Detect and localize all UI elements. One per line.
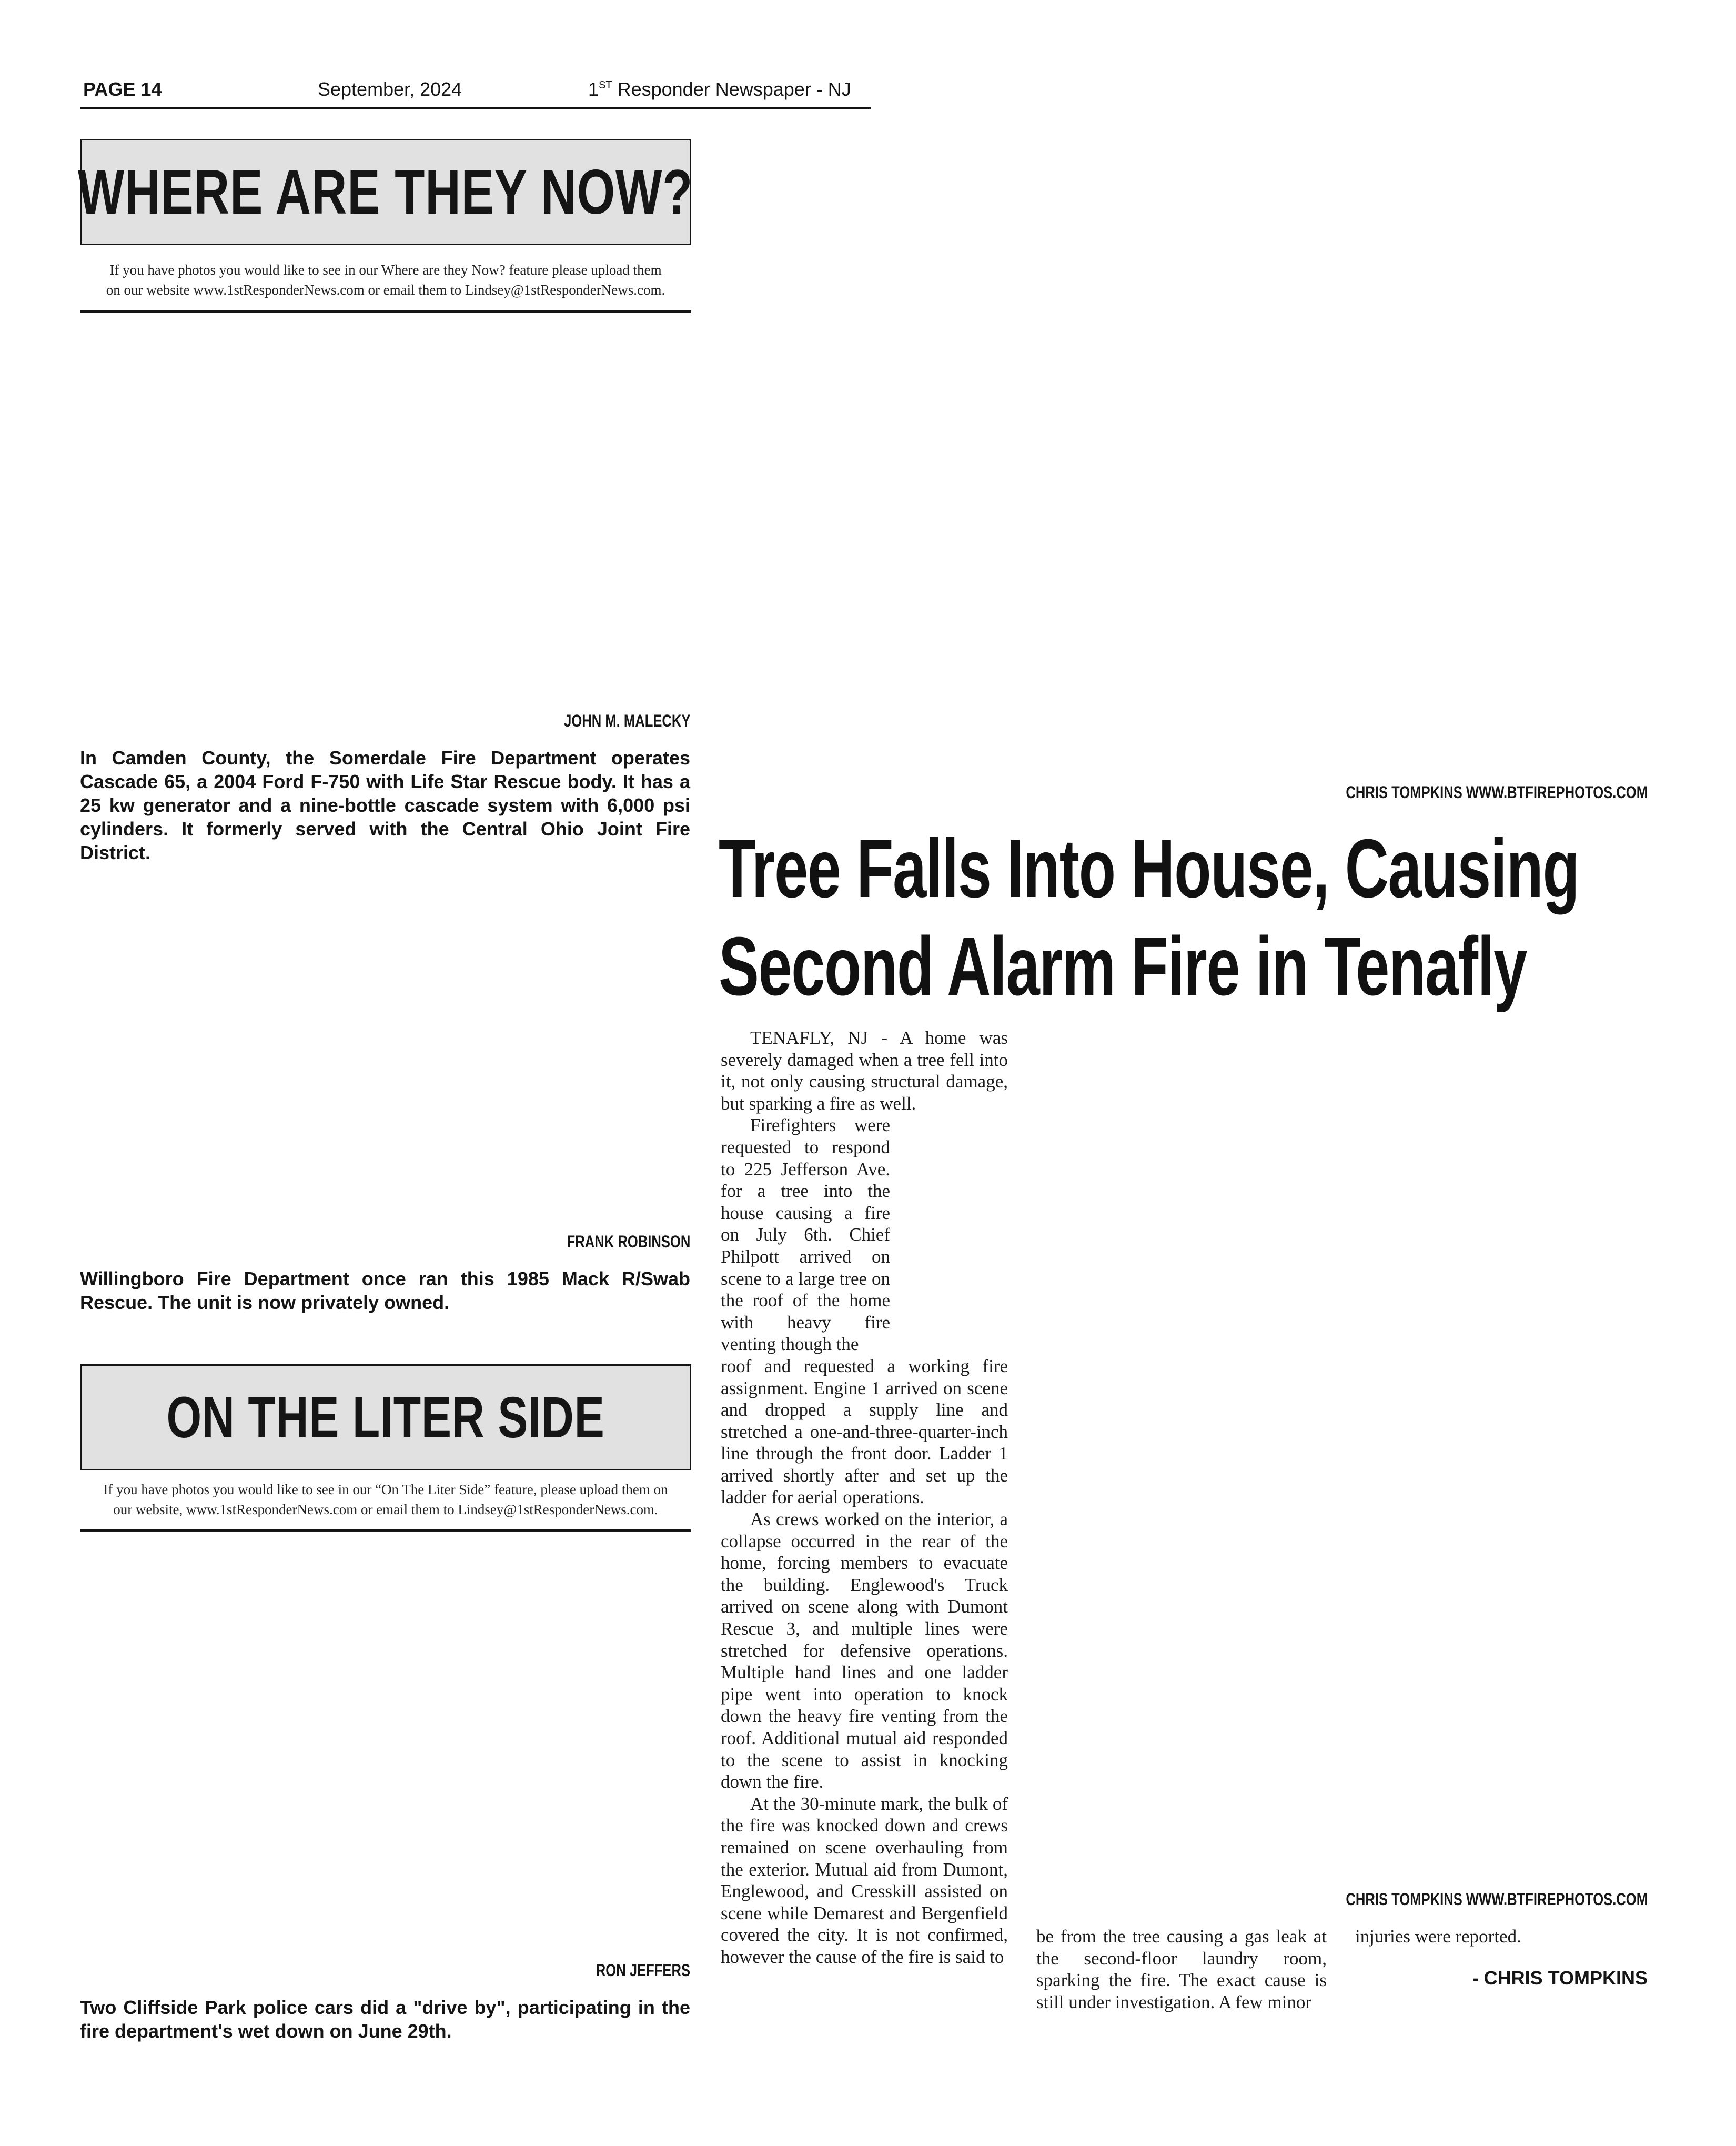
article-paragraph-continued: injuries were reported. bbox=[1355, 1926, 1521, 1947]
section-rule bbox=[80, 1529, 691, 1532]
note-line-1: If you have photos you would like to see in our Where are they Now? feature please upload them bbox=[109, 262, 662, 278]
photo-credit-text: RON JEFFERS bbox=[596, 1961, 690, 1980]
where-are-they-now-title: WHERE ARE THEY NOW? bbox=[78, 157, 693, 227]
photo-caption: Two Cliffside Park police cars did a "drive by", participating in the fire department's wet down on June 29th. bbox=[80, 1997, 690, 2042]
photo-caption: Willingboro Fire Department once ran this 1985 Mack R/Swab Rescue. The unit is now privately owned. bbox=[80, 1268, 690, 1313]
article-paragraph: At the 30-minute mark, the bulk of the fire was knocked down and crews remained on scene overhauling from the exterior. Mutual aid from Dumont, Englewood, and Cresskill assisted on scene while Demarest and Bergenfield covered the city. It is not confirmed, however the cause of the fire is said to bbox=[721, 1793, 1008, 1967]
photo-credit bbox=[536, 1232, 690, 1251]
section-rule bbox=[80, 310, 691, 313]
headline-line-2: Second Alarm Fire in Tenafly bbox=[719, 920, 1527, 1013]
article-column-2 bbox=[1036, 1926, 1327, 2013]
article-paragraph: Firefighters were requested to respond to 225 Jefferson Ave. for a tree into the house causing a fire on July 6th. Chief Philpott arrived on scene to a large tree on the roof of the home with heavy fire venting though the bbox=[721, 1115, 890, 1355]
where-are-they-now-banner bbox=[80, 139, 691, 245]
photo-credit bbox=[532, 711, 690, 730]
article-paragraph-continued: roof and requested a working fire assignment. Engine 1 arrived on scene and dropped a supply line and stretched a one-and-three-quarter-inch line through the front door. Ladder 1 arrived shortly after and set up the ladder for aerial operations. bbox=[721, 1355, 1008, 1508]
article-paragraph: TENAFLY, NJ - A home was severely damaged when a tree fell into it, not only causing structural damage, but sparking a fire as well. bbox=[721, 1027, 1008, 1114]
note-line-2: on our website www.1stResponderNews.com or email them to Lindsey@1stResponderNews.com. bbox=[106, 282, 665, 298]
article-paragraph-continued: be from the tree causing a gas leak at the second-floor laundry room, sparking the fire. The exact cause is still under investigation. A few minor bbox=[1036, 1926, 1327, 2012]
note-line-2: our website, www.1stResponderNews.com or email them to Lindsey@1stResponderNews.com. bbox=[113, 1502, 658, 1517]
article-paragraph: As crews worked on the interior, a collapse occurred in the rear of the home, forcing members to evacuate the building. Englewood's Truck arrived on scene along with Dumont Rescue 3, and multiple lines were stretched for defensive operations. Multiple hand lines and one ladder pipe went into operation to knock down the heavy fire venting from the roof. Additional mutual aid responded to the scene to assist in knocking down the fire. bbox=[721, 1509, 1008, 1792]
note-line-1: If you have photos you would like to see in our “On The Liter Side” feature, please upload them on bbox=[103, 1482, 668, 1497]
paper-superscript: ST bbox=[599, 79, 612, 91]
photo-caption: In Camden County, the Somerdale Fire Department operates Cascade 65, a 2004 Ford F-750 with Life Star Rescue body. It has a 25 kw generator and a nine-bottle cascade system with 6,000 psi cylinders. It formerly served with the Central Ohio Joint Fire District. bbox=[80, 747, 690, 863]
article-byline: - CHRIS TOMPKINS bbox=[1472, 1967, 1648, 1989]
newspaper-name bbox=[588, 79, 851, 100]
photo-credit-text: CHRIS TOMPKINS WWW.BTFIREPHOTOS.COM bbox=[1346, 1890, 1648, 1909]
article-photo-credit bbox=[1270, 1890, 1648, 1909]
on-the-liter-side-banner bbox=[80, 1364, 691, 1470]
header-rule bbox=[80, 107, 871, 109]
photo-credit-text: JOHN M. MALECKY bbox=[563, 711, 690, 730]
photo-credit bbox=[572, 1961, 690, 1980]
on-the-liter-side-title: ON THE LITER SIDE bbox=[166, 1385, 605, 1450]
article-headline bbox=[719, 820, 1666, 1015]
article-column-1 bbox=[721, 1027, 1008, 1968]
photo-credit-text: FRANK ROBINSON bbox=[567, 1232, 690, 1251]
page-number: PAGE 14 bbox=[83, 78, 162, 100]
article-column-3 bbox=[1355, 1926, 1648, 1948]
photo-credit-text: CHRIS TOMPKINS WWW.BTFIREPHOTOS.COM bbox=[1346, 783, 1648, 802]
paper-prefix: 1 bbox=[588, 78, 599, 100]
headline-line-1: Tree Falls Into House, Causing bbox=[719, 822, 1579, 915]
article-photo-credit bbox=[1270, 783, 1648, 802]
paper-name-text: Responder Newspaper - NJ bbox=[612, 78, 851, 100]
where-are-they-now-note bbox=[80, 260, 691, 300]
on-the-liter-side-note bbox=[80, 1479, 691, 1519]
issue-date: September, 2024 bbox=[318, 78, 462, 100]
